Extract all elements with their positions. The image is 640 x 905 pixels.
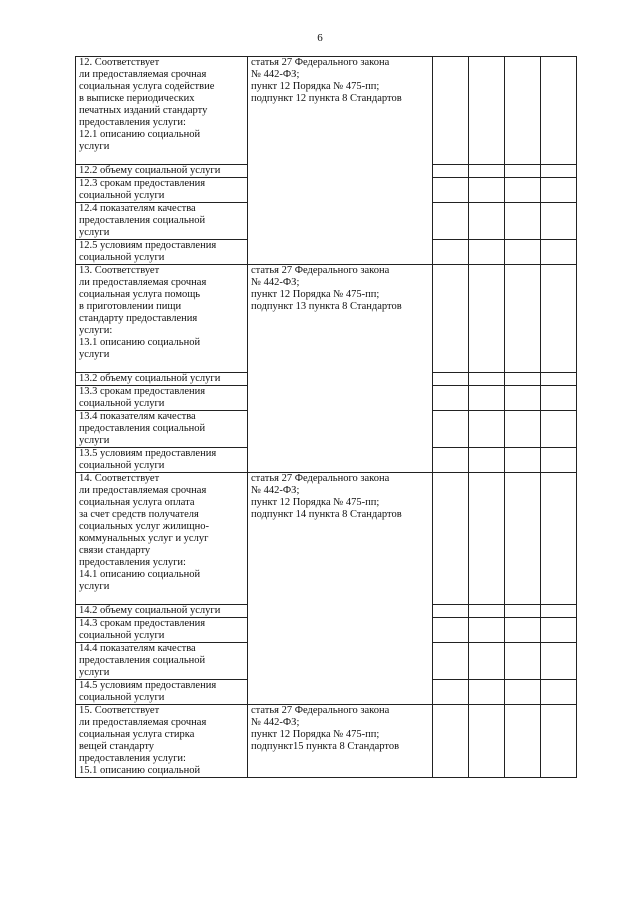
criterion-line: ли предоставляемая срочная <box>79 69 207 80</box>
answer-cell <box>505 203 541 240</box>
subitem-line: социальной услуги <box>79 692 165 703</box>
subitem-line: 12.5 условиям предоставления <box>79 240 217 251</box>
answer-cell <box>469 705 505 778</box>
subitem-line: услуги <box>79 667 110 678</box>
legal-reference-line: № 442-ФЗ; <box>251 69 300 80</box>
subitem-line: 13.4 показателям качества <box>79 411 196 422</box>
criterion-line: услуги: <box>79 325 113 336</box>
legal-reference-line: пункт 12 Порядка № 475-пп; <box>251 81 380 92</box>
legal-reference-cell <box>248 473 433 705</box>
answer-cell <box>433 165 469 178</box>
legal-reference-line: статья 27 Федерального закона <box>251 705 390 716</box>
answer-cell <box>505 643 541 680</box>
criterion-line: ли предоставляемая срочная <box>79 485 207 496</box>
criterion-line: 13. Соответствует <box>79 265 160 276</box>
subitem-line: услуги <box>79 227 110 238</box>
subitem-cell <box>76 643 248 680</box>
subitem-line: социальной услуги <box>79 398 165 409</box>
criterion-line: предоставления услуги: <box>79 557 186 568</box>
criterion-line: социальная услуга стирка <box>79 729 195 740</box>
criterion-line: 14. Соответствует <box>79 473 160 484</box>
legal-reference-line: пункт 12 Порядка № 475-пп; <box>251 729 380 740</box>
answer-cell <box>541 203 577 240</box>
legal-reference-line: № 442-ФЗ; <box>251 485 300 496</box>
criterion-line: социальных услуг жилищно- <box>79 521 209 532</box>
criterion-line: социальная услуга оплата <box>79 497 195 508</box>
criterion-cell <box>76 473 248 605</box>
subitem-cell <box>76 178 248 203</box>
answer-cell <box>433 178 469 203</box>
answer-cell <box>541 165 577 178</box>
answer-cell <box>541 605 577 618</box>
answer-cell <box>433 605 469 618</box>
legal-reference-line: пункт 12 Порядка № 475-пп; <box>251 289 380 300</box>
answer-cell <box>541 178 577 203</box>
section-row-13 <box>76 265 577 373</box>
subitem-line: предоставления социальной <box>79 655 206 666</box>
subitem-line: социальной услуги <box>79 252 165 263</box>
answer-cell <box>541 680 577 705</box>
criterion-line: печатных изданий стандарту <box>79 105 208 116</box>
answer-cell <box>469 240 505 265</box>
answer-cell <box>505 178 541 203</box>
answer-cell <box>505 448 541 473</box>
criterion-line: вещей стандарту <box>79 741 155 752</box>
criterion-line: ли предоставляемая срочная <box>79 717 207 728</box>
subitem-line: 13.2 объему социальной услуги <box>79 373 221 384</box>
criterion-line: связи стандарту <box>79 545 151 556</box>
criterion-line: предоставления услуги: <box>79 117 186 128</box>
legal-reference-line: пункт 12 Порядка № 475-пп; <box>251 497 380 508</box>
answer-cell <box>541 386 577 411</box>
answer-cell <box>505 605 541 618</box>
answer-cell <box>505 240 541 265</box>
subitem-line: 14.2 объему социальной услуги <box>79 605 221 616</box>
answer-cell <box>505 411 541 448</box>
answer-cell <box>541 57 577 165</box>
criterion-line: 14.1 описанию социальной <box>79 569 201 580</box>
answer-cell <box>469 57 505 165</box>
answer-cell <box>433 386 469 411</box>
subitem-line: 14.4 показателям качества <box>79 643 196 654</box>
criterion-line: 15. Соответствует <box>79 705 160 716</box>
criterion-line: услуги <box>79 581 110 592</box>
checklist-table <box>75 56 577 778</box>
subitem-line: предоставления социальной <box>79 215 206 226</box>
subitem-line: 13.3 срокам предоставления <box>79 386 206 397</box>
answer-cell <box>433 411 469 448</box>
answer-cell <box>469 373 505 386</box>
subitem-line: социальной услуги <box>79 190 165 201</box>
answer-cell <box>541 705 577 778</box>
answer-cell <box>469 165 505 178</box>
legal-reference-line: подпункт 13 пункта 8 Стандартов <box>251 301 402 312</box>
subitem-cell <box>76 203 248 240</box>
subitem-cell <box>76 680 248 705</box>
criterion-line: услуги <box>79 141 110 152</box>
answer-cell <box>433 473 469 605</box>
subitem-cell <box>76 605 248 618</box>
criterion-line: социальная услуга помощь <box>79 289 201 300</box>
answer-cell <box>469 178 505 203</box>
criterion-cell <box>76 265 248 373</box>
answer-cell <box>469 643 505 680</box>
legal-reference-line: статья 27 Федерального закона <box>251 473 390 484</box>
legal-reference-cell <box>248 705 433 778</box>
subitem-cell <box>76 411 248 448</box>
criterion-line: в выписке периодических <box>79 93 195 104</box>
answer-cell <box>469 411 505 448</box>
answer-cell <box>541 240 577 265</box>
answer-cell <box>469 605 505 618</box>
subitem-line: социальной услуги <box>79 630 165 641</box>
answer-cell <box>433 373 469 386</box>
subitem-line: социальной услуги <box>79 460 165 471</box>
subitem-cell <box>76 386 248 411</box>
criterion-cell <box>76 57 248 165</box>
criterion-line: за счет средств получателя <box>79 509 199 520</box>
answer-cell <box>541 265 577 373</box>
criterion-line: предоставления услуги: <box>79 753 186 764</box>
criterion-line: 12.1 описанию социальной <box>79 129 201 140</box>
answer-cell <box>505 386 541 411</box>
answer-cell <box>469 473 505 605</box>
subitem-line: 13.5 условиям предоставления <box>79 448 217 459</box>
legal-reference-line: подпункт 14 пункта 8 Стандартов <box>251 509 402 520</box>
subitem-line: 12.4 показателям качества <box>79 203 196 214</box>
answer-cell <box>505 165 541 178</box>
section-row-12 <box>76 57 577 165</box>
subitem-cell <box>76 240 248 265</box>
answer-cell <box>541 448 577 473</box>
criterion-line: 15.1 описанию социальной <box>79 765 201 776</box>
answer-cell <box>505 705 541 778</box>
answer-cell <box>505 57 541 165</box>
legal-reference-line: статья 27 Федерального закона <box>251 57 390 68</box>
answer-cell <box>433 448 469 473</box>
subitem-line: 14.5 условиям предоставления <box>79 680 217 691</box>
subitem-line: услуги <box>79 435 110 446</box>
subitem-line: 12.2 объему социальной услуги <box>79 165 221 176</box>
criterion-line: ли предоставляемая срочная <box>79 277 207 288</box>
answer-cell <box>433 705 469 778</box>
legal-reference-cell <box>248 265 433 473</box>
answer-cell <box>541 411 577 448</box>
answer-cell <box>505 618 541 643</box>
criterion-line: социальная услуга содействие <box>79 81 215 92</box>
legal-reference-cell <box>248 57 433 265</box>
subitem-line: 14.3 срокам предоставления <box>79 618 206 629</box>
legal-reference-line: статья 27 Федерального закона <box>251 265 390 276</box>
answer-cell <box>469 448 505 473</box>
subitem-line: 12.3 срокам предоставления <box>79 178 206 189</box>
legal-reference-line: подпункт 12 пункта 8 Стандартов <box>251 93 402 104</box>
answer-cell <box>433 680 469 705</box>
answer-cell <box>469 618 505 643</box>
subitem-line: предоставления социальной <box>79 423 206 434</box>
criterion-line: стандарту предоставления <box>79 313 198 324</box>
criterion-line: 13.1 описанию социальной <box>79 337 201 348</box>
answer-cell <box>469 265 505 373</box>
answer-cell <box>433 643 469 680</box>
answer-cell <box>469 680 505 705</box>
section-row-15 <box>76 705 577 778</box>
criterion-line: в приготовлении пищи <box>79 301 182 312</box>
subitem-cell <box>76 448 248 473</box>
criterion-cell <box>76 705 248 778</box>
answer-cell <box>433 203 469 240</box>
page-number: 6 <box>317 32 323 44</box>
answer-cell <box>505 265 541 373</box>
criterion-line: услуги <box>79 349 110 360</box>
answer-cell <box>433 240 469 265</box>
answer-cell <box>541 618 577 643</box>
subitem-cell <box>76 165 248 178</box>
answer-cell <box>505 680 541 705</box>
legal-reference-line: № 442-ФЗ; <box>251 277 300 288</box>
criterion-line: 12. Соответствует <box>79 57 160 68</box>
answer-cell <box>433 618 469 643</box>
subitem-cell <box>76 618 248 643</box>
answer-cell <box>541 643 577 680</box>
answer-cell <box>505 473 541 605</box>
answer-cell <box>541 473 577 605</box>
section-row-14 <box>76 473 577 605</box>
legal-reference-line: № 442-ФЗ; <box>251 717 300 728</box>
subitem-cell <box>76 373 248 386</box>
answer-cell <box>433 57 469 165</box>
legal-reference-line: подпункт15 пункта 8 Стандартов <box>251 741 400 752</box>
answer-cell <box>505 373 541 386</box>
answer-cell <box>541 373 577 386</box>
answer-cell <box>433 265 469 373</box>
criterion-line: коммунальных услуг и услуг <box>79 533 209 544</box>
answer-cell <box>469 386 505 411</box>
answer-cell <box>469 203 505 240</box>
